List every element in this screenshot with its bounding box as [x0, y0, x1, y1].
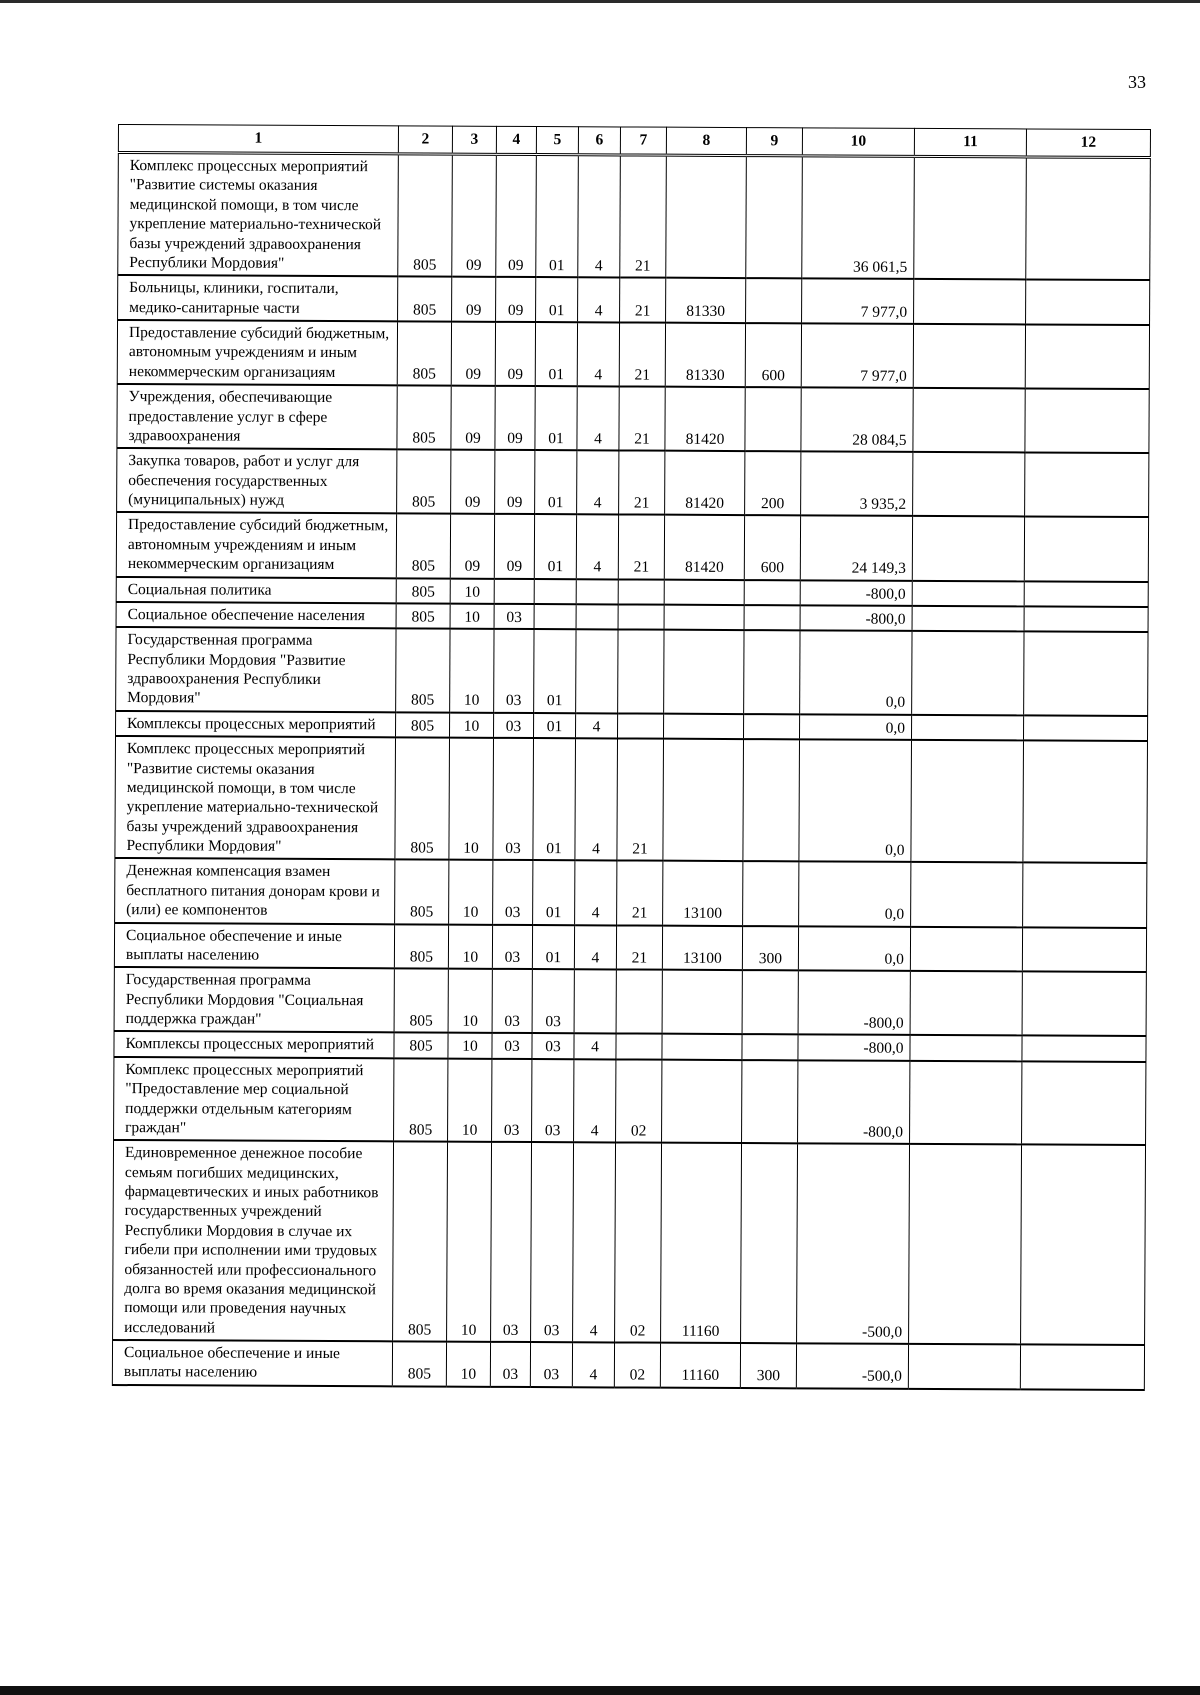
- expense-type-cell: [742, 970, 798, 1034]
- empty-cell-12: [1021, 1145, 1146, 1345]
- activity-cell: 21: [618, 515, 664, 579]
- empty-cell-11: [914, 156, 1027, 279]
- row-name-cell: Единовременное денежное пособие семьям погибших медицинских, фармацевтических и иных работников государственных учреждений Республики Мордовия в случае их гибели при исполнении ими трудовых обязанностей или профессионального долга во время оказания медицинской помощи или проведения научных исследований: [113, 1140, 394, 1341]
- amount-cell: 28 084,5: [801, 387, 913, 452]
- direction-cell: 11160: [660, 1343, 740, 1388]
- program-cell: 01: [535, 450, 577, 514]
- activity-cell: 21: [617, 861, 663, 925]
- program-cell: 03: [532, 969, 574, 1033]
- expense-type-cell: [742, 1060, 798, 1144]
- budget-code-cell: 805: [394, 924, 448, 969]
- budget-code-cell: 805: [396, 603, 450, 629]
- empty-cell-11: [912, 631, 1024, 715]
- empty-cell-11: [911, 715, 1023, 741]
- empty-cell-12: [1024, 581, 1148, 607]
- amount-cell: -800,0: [800, 605, 912, 631]
- section-cell: 09: [450, 514, 494, 578]
- program-cell: 03: [532, 1059, 574, 1143]
- amount-cell: 0,0: [799, 862, 911, 927]
- empty-cell-12: [1025, 453, 1149, 518]
- row-name-cell: Комплекс процессных мероприятий "Развитие системы оказания медицинской помощи, в том числе укрепление материально-технической базы учреждений здравоохранения Республики Мордовия": [118, 153, 399, 277]
- budget-code-cell: 805: [397, 385, 451, 449]
- subsection-cell: 03: [492, 1059, 532, 1143]
- table-body: [112, 153, 1150, 1390]
- empty-cell-11: [909, 1144, 1022, 1344]
- expense-type-cell: 600: [745, 323, 801, 387]
- subprogram-type-cell: 4: [578, 277, 620, 322]
- table-row: [117, 448, 1149, 517]
- budget-code-cell: 805: [396, 629, 450, 713]
- empty-cell-11: [911, 862, 1023, 927]
- table-row: [114, 1057, 1146, 1146]
- activity-cell: 02: [614, 1342, 660, 1387]
- program-cell: 01: [534, 629, 576, 713]
- activity-cell: 21: [620, 278, 666, 323]
- budget-code-cell: 805: [396, 514, 450, 578]
- budget-code-cell: 805: [396, 712, 450, 738]
- table-row: [116, 627, 1148, 716]
- section-cell: 10: [448, 924, 492, 969]
- activity-cell: [618, 713, 664, 739]
- direction-cell: [662, 970, 742, 1035]
- direction-cell: 81330: [666, 278, 746, 323]
- subsection-cell: 03: [494, 604, 534, 630]
- amount-cell: 7 977,0: [801, 323, 913, 388]
- column-header: 11: [914, 128, 1026, 157]
- table-row: [116, 512, 1148, 581]
- section-cell: 10: [450, 712, 494, 738]
- subprogram-type-cell: 4: [574, 925, 616, 970]
- expense-type-cell: [743, 739, 800, 862]
- row-name-cell: Предоставление субсидий бюджетным, автономным учреждениям и иным некоммерческим организациям: [117, 320, 397, 385]
- budget-code-cell: 805: [398, 277, 452, 322]
- amount-cell: 0,0: [798, 926, 910, 971]
- activity-cell: [616, 970, 662, 1034]
- column-header: 6: [578, 127, 620, 155]
- row-name-cell: Социальная политика: [116, 576, 396, 603]
- direction-cell: 81420: [664, 515, 744, 580]
- section-cell: 10: [450, 578, 494, 604]
- budget-code-cell: 805: [396, 578, 450, 604]
- activity-cell: 21: [619, 322, 665, 386]
- amount-cell: 7 977,0: [802, 279, 914, 324]
- program-cell: 03: [530, 1342, 572, 1387]
- page-number: 33: [1128, 72, 1146, 92]
- amount-cell: -800,0: [798, 971, 910, 1036]
- table-row: [115, 858, 1147, 927]
- direction-cell: 81330: [665, 323, 745, 388]
- activity-cell: [618, 630, 664, 714]
- subsection-cell: 03: [494, 629, 534, 713]
- direction-cell: [666, 155, 747, 278]
- section-cell: 10: [447, 1142, 492, 1342]
- row-name-cell: Комплекс процессных мероприятий "Предоставление мер социальной поддержки отдельным категориям граждан": [114, 1057, 394, 1142]
- empty-cell-12: [1026, 157, 1151, 280]
- activity-cell: 21: [620, 155, 667, 278]
- row-name-cell: Социальное обеспечение и иные выплаты населению: [114, 922, 394, 968]
- empty-cell-11: [910, 926, 1022, 971]
- section-cell: 10: [448, 1058, 492, 1142]
- column-header: 8: [666, 127, 746, 155]
- empty-cell-12: [1026, 280, 1150, 325]
- activity-cell: 02: [616, 1059, 662, 1143]
- direction-cell: 81420: [665, 451, 745, 516]
- direction-cell: [664, 579, 744, 605]
- activity-cell: 21: [619, 451, 665, 515]
- column-header: 7: [620, 127, 666, 155]
- program-cell: 01: [533, 860, 575, 924]
- program-cell: 01: [535, 386, 577, 450]
- row-name-cell: Комплексы процессных мероприятий: [114, 1031, 394, 1058]
- table-row: [117, 320, 1149, 389]
- program-cell: 01: [536, 155, 579, 278]
- activity-cell: [616, 1034, 662, 1060]
- table-row: [113, 1140, 1146, 1345]
- row-name-cell: Социальное обеспечение населения: [116, 602, 396, 629]
- subsection-cell: 09: [495, 322, 535, 386]
- subprogram-type-cell: 4: [576, 515, 618, 579]
- row-name-cell: Денежная компенсация взамен бесплатного питания донорам крови и (или) ее компонентов: [115, 858, 395, 923]
- amount-cell: -800,0: [800, 580, 912, 606]
- table-row: [117, 384, 1149, 453]
- expense-type-cell: 300: [740, 1343, 796, 1388]
- table-row: [114, 922, 1146, 972]
- row-name-cell: Комплексы процессных мероприятий: [116, 711, 396, 738]
- empty-cell-11: [910, 1061, 1022, 1145]
- program-cell: 03: [531, 1142, 574, 1342]
- subprogram-type-cell: [576, 629, 618, 713]
- row-name-cell: Государственная программа Республики Мордовия "Социальная поддержка граждан": [114, 967, 394, 1032]
- expense-type-cell: 300: [742, 926, 798, 971]
- amount-cell: 0,0: [800, 714, 912, 740]
- direction-cell: 13100: [663, 861, 743, 926]
- amount-cell: 24 149,3: [800, 516, 912, 581]
- section-cell: 09: [452, 154, 497, 277]
- program-cell: 01: [534, 514, 576, 578]
- expense-type-cell: [744, 605, 800, 631]
- expense-type-cell: [744, 580, 800, 606]
- section-cell: 10: [448, 1033, 492, 1059]
- subsection-cell: 03: [491, 1142, 532, 1342]
- activity-cell: 21: [616, 925, 662, 970]
- row-name-cell: Предоставление субсидий бюджетным, автономным учреждениям и иным некоммерческим организациям: [116, 512, 396, 577]
- direction-cell: 81420: [665, 387, 745, 452]
- activity-cell: [618, 604, 664, 630]
- budget-code-cell: 805: [395, 737, 450, 860]
- expense-type-cell: 200: [745, 451, 801, 515]
- program-cell: 01: [532, 925, 574, 970]
- program-cell: [534, 579, 576, 605]
- empty-cell-12: [1022, 927, 1146, 972]
- expense-type-cell: 600: [744, 515, 800, 579]
- empty-cell-11: [908, 1344, 1020, 1389]
- subprogram-type-cell: 4: [577, 322, 619, 386]
- table-row: [118, 275, 1150, 325]
- scan-edge-top: [0, 0, 1200, 3]
- amount-cell: 0,0: [799, 739, 912, 862]
- amount-cell: -800,0: [798, 1035, 910, 1061]
- table-row: [115, 736, 1148, 863]
- expense-type-cell: [744, 714, 800, 740]
- budget-code-cell: 805: [394, 969, 448, 1033]
- empty-cell-11: [912, 606, 1024, 632]
- empty-cell-11: [913, 324, 1025, 389]
- expense-type-cell: [742, 1034, 798, 1060]
- direction-cell: [662, 1034, 742, 1060]
- program-cell: 01: [535, 322, 577, 386]
- table-row: [112, 1340, 1144, 1390]
- row-name-cell: Учреждения, обеспечивающие предоставление услуг в сфере здравоохранения: [117, 384, 397, 449]
- subprogram-type-cell: 4: [575, 738, 618, 860]
- section-cell: 09: [451, 450, 495, 514]
- column-header: 3: [452, 126, 496, 154]
- expense-type-cell: [746, 278, 802, 323]
- direction-cell: [662, 1059, 742, 1143]
- column-header: 10: [802, 128, 914, 157]
- budget-code-cell: 805: [394, 1058, 448, 1142]
- subprogram-type-cell: 4: [577, 386, 619, 450]
- section-cell: 10: [446, 1342, 490, 1387]
- empty-cell-12: [1023, 863, 1147, 928]
- subprogram-type-cell: 4: [574, 1059, 616, 1143]
- section-cell: 09: [452, 277, 496, 322]
- empty-cell-12: [1023, 741, 1148, 864]
- subsection-cell: 09: [496, 154, 537, 277]
- column-header: 5: [536, 127, 578, 155]
- program-cell: 01: [533, 738, 576, 860]
- empty-cell-11: [913, 388, 1025, 453]
- subsection-cell: 03: [493, 738, 534, 860]
- subsection-cell: 09: [495, 450, 535, 514]
- program-cell: 03: [532, 1033, 574, 1059]
- column-header: 9: [746, 128, 802, 156]
- row-name-cell: Больницы, клиники, госпитали, медико-санитарные части: [118, 275, 398, 321]
- empty-cell-11: [911, 740, 1024, 863]
- section-cell: 09: [451, 386, 495, 450]
- direction-cell: 11160: [661, 1143, 742, 1343]
- subsection-cell: 09: [494, 514, 534, 578]
- budget-code-cell: 805: [397, 321, 451, 385]
- budget-code-cell: 805: [395, 860, 449, 924]
- subsection-cell: 03: [492, 1033, 532, 1059]
- row-name-cell: Государственная программа Республики Мордовия "Развитие здравоохранения Республики Мордовия": [116, 627, 396, 712]
- subprogram-type-cell: 4: [576, 713, 618, 739]
- subsection-cell: 03: [492, 924, 532, 969]
- amount-cell: 36 061,5: [802, 156, 915, 279]
- empty-cell-12: [1024, 606, 1148, 632]
- direction-cell: [664, 630, 744, 714]
- subprogram-type-cell: [576, 604, 618, 630]
- budget-table: [112, 124, 1151, 1391]
- empty-cell-11: [912, 580, 1024, 606]
- direction-cell: 13100: [662, 925, 742, 970]
- subprogram-type-cell: 4: [573, 1142, 616, 1342]
- scan-edge-bottom: [0, 1686, 1200, 1695]
- activity-cell: 21: [619, 387, 665, 451]
- amount-cell: 3 935,2: [801, 452, 913, 517]
- amount-cell: -800,0: [798, 1060, 910, 1144]
- subsection-cell: [494, 578, 534, 604]
- subsection-cell: 03: [494, 713, 534, 739]
- empty-cell-12: [1024, 632, 1148, 716]
- direction-cell: [664, 713, 744, 739]
- section-cell: 10: [449, 738, 494, 860]
- subsection-cell: 09: [495, 386, 535, 450]
- subprogram-type-cell: 4: [572, 1342, 614, 1387]
- amount-cell: -500,0: [796, 1343, 908, 1388]
- table-row: [118, 153, 1151, 281]
- column-header: 4: [496, 126, 536, 154]
- subprogram-type-cell: [576, 579, 618, 605]
- section-cell: 09: [451, 322, 495, 386]
- column-header: 12: [1026, 129, 1150, 158]
- empty-cell-12: [1022, 972, 1146, 1037]
- subsection-cell: 09: [496, 277, 536, 322]
- empty-cell-12: [1020, 1344, 1144, 1389]
- section-cell: 10: [449, 860, 493, 924]
- program-cell: [534, 604, 576, 630]
- expense-type-cell: [746, 156, 803, 279]
- activity-cell: [618, 579, 664, 605]
- direction-cell: [664, 605, 744, 631]
- empty-cell-12: [1025, 389, 1149, 454]
- subprogram-type-cell: 4: [578, 155, 621, 278]
- amount-cell: -500,0: [797, 1144, 910, 1344]
- empty-cell-11: [913, 452, 1025, 517]
- subprogram-type-cell: [574, 969, 616, 1033]
- section-cell: 10: [448, 969, 492, 1033]
- program-cell: 01: [536, 277, 578, 322]
- expense-type-cell: [741, 1143, 798, 1343]
- empty-cell-11: [914, 279, 1026, 324]
- row-name-cell: Закупка товаров, работ и услуг для обеспечения государственных (муниципальных) нужд: [117, 448, 397, 513]
- empty-cell-11: [910, 1035, 1022, 1061]
- subsection-cell: 03: [492, 969, 532, 1033]
- expense-type-cell: [744, 630, 800, 714]
- empty-cell-12: [1022, 1036, 1146, 1062]
- empty-cell-12: [1022, 1061, 1146, 1145]
- section-cell: 10: [450, 629, 494, 713]
- budget-code-cell: 805: [398, 154, 453, 277]
- empty-cell-12: [1024, 517, 1148, 582]
- column-header: 2: [398, 126, 452, 154]
- section-cell: 10: [450, 604, 494, 630]
- expense-type-cell: [745, 387, 801, 451]
- empty-cell-12: [1025, 324, 1149, 389]
- column-header: 1: [118, 125, 398, 154]
- subsection-cell: 03: [493, 860, 533, 924]
- amount-cell: 0,0: [800, 631, 912, 715]
- subprogram-type-cell: 4: [574, 1034, 616, 1060]
- activity-cell: 21: [617, 739, 664, 861]
- activity-cell: 02: [615, 1143, 662, 1343]
- budget-code-cell: 805: [392, 1341, 446, 1386]
- subsection-cell: 03: [490, 1342, 530, 1387]
- subprogram-type-cell: 4: [577, 450, 619, 514]
- expense-type-cell: [743, 861, 799, 925]
- empty-cell-11: [910, 971, 1022, 1036]
- subprogram-type-cell: 4: [575, 861, 617, 925]
- direction-cell: [663, 739, 744, 862]
- row-name-cell: Социальное обеспечение и иные выплаты населению: [112, 1340, 392, 1386]
- budget-code-cell: 805: [393, 1142, 448, 1342]
- program-cell: 01: [534, 713, 576, 739]
- row-name-cell: Комплекс процессных мероприятий "Развитие системы оказания медицинской помощи, в том числе укрепление материально-технической базы учреждений здравоохранения Республики Мордовия": [115, 736, 396, 860]
- empty-cell-11: [912, 516, 1024, 581]
- empty-cell-12: [1023, 715, 1147, 741]
- table-row: [114, 967, 1146, 1036]
- budget-code-cell: 805: [394, 1033, 448, 1059]
- budget-code-cell: 805: [397, 450, 451, 514]
